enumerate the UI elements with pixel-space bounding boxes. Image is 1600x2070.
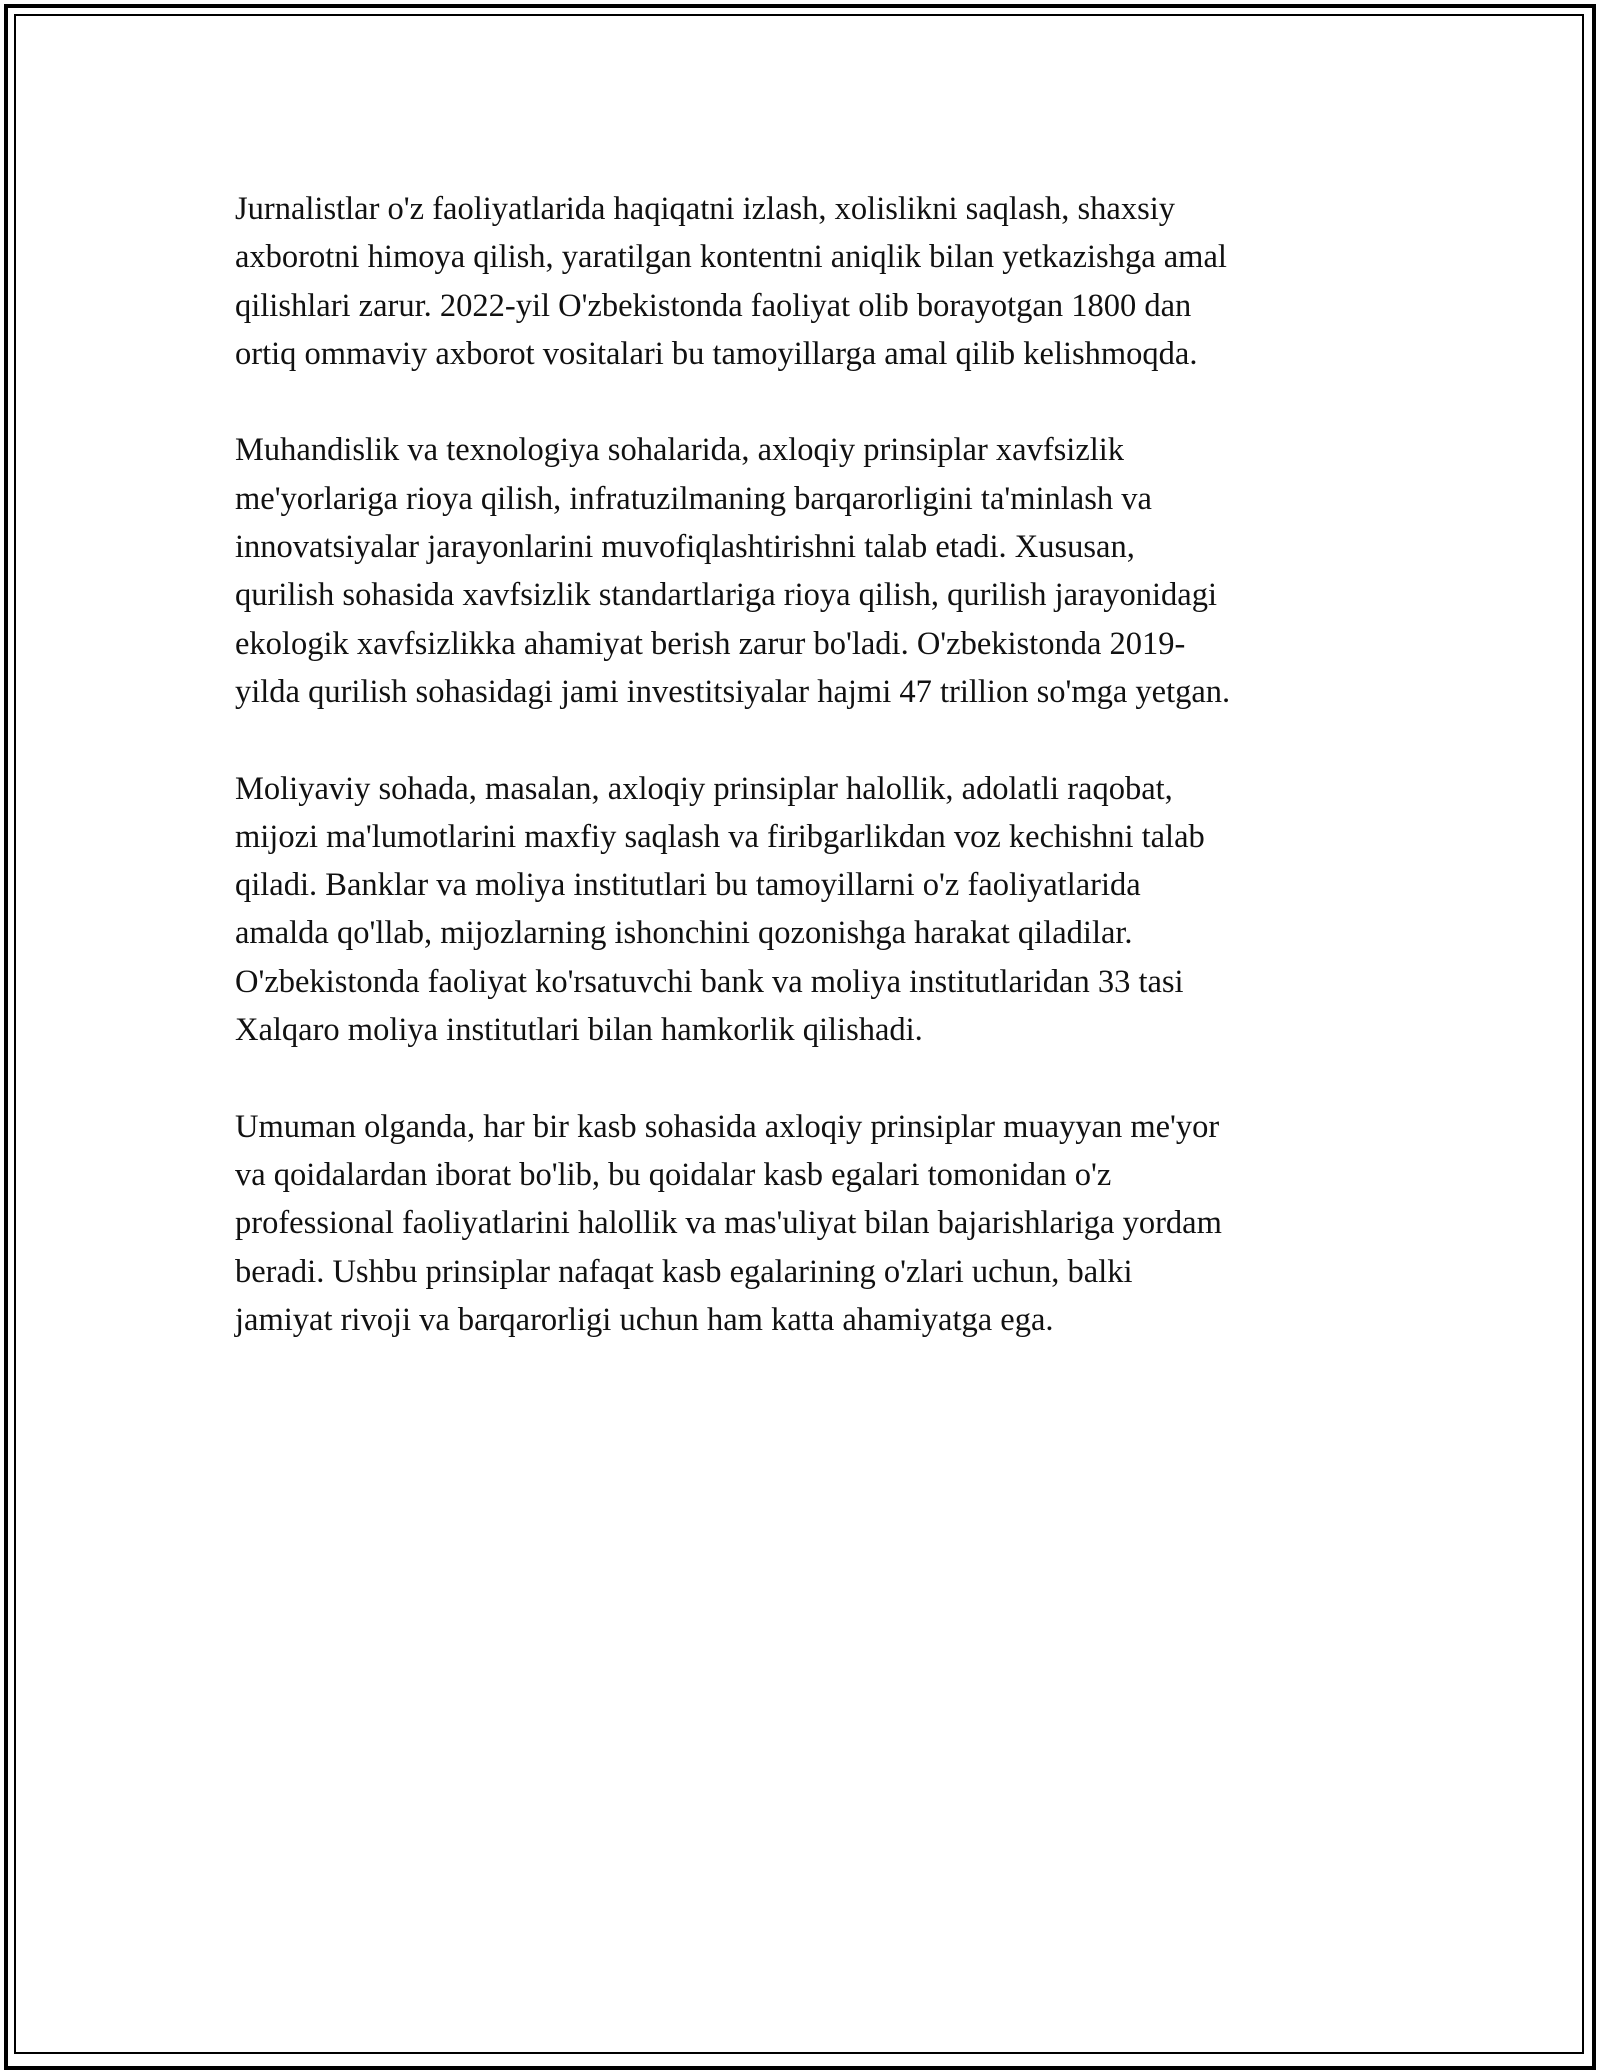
text-line: amalda qo'llab, mijozlarning ishonchini qozonishga harakat qiladilar.: [235, 915, 1133, 952]
text-line: qiladi. Banklar va moliya institutlari bu tamoyillarni o'z faoliyatlarida: [235, 867, 1141, 904]
text-line: beradi. Ushbu prinsiplar nafaqat kasb egalarining o'zlari uchun, balki: [235, 1253, 1133, 1290]
text-line: professional faoliyatlarini halollik va mas'uliyat bilan bajarishlariga yordam: [235, 1205, 1222, 1242]
text-line: mijozi ma'lumotlarini maxfiy saqlash va firibgarlikdan voz kechishni talab: [235, 818, 1205, 855]
text-line: qilishlari zarur. 2022-yil O'zbekistonda faoliyat olib borayotgan 1800 dan: [235, 287, 1192, 324]
text-line: yilda qurilish sohasidagi jami investitsiyalar hajmi 47 trillion so'mga yetgan.: [235, 673, 1231, 710]
text-line: ortiq ommaviy axborot vositalari bu tamoyillarga amal qilib kelishmoqda.: [235, 335, 1198, 372]
paragraph-engineering: [235, 426, 1375, 716]
text-line: qurilish sohasida xavfsizlik standartlariga rioya qilish, qurilish jarayonidagi: [235, 577, 1218, 614]
paragraph-journalism: [235, 185, 1375, 378]
text-line: Moliyaviy sohada, masalan, axloqiy prinsiplar halollik, adolatli raqobat,: [235, 770, 1173, 807]
document-body: [235, 185, 1375, 1392]
text-line: Muhandislik va texnologiya sohalarida, axloqiy prinsiplar xavfsizlik: [235, 432, 1125, 469]
text-line: axborotni himoya qilish, yaratilgan kontentni aniqlik bilan yetkazishga amal: [235, 239, 1227, 276]
text-line: Umuman olganda, har bir kasb sohasida axloqiy prinsiplar muayyan me'yor: [235, 1108, 1220, 1145]
text-line: Xalqaro moliya institutlari bilan hamkorlik qilishadi.: [235, 1012, 923, 1049]
paragraph-conclusion: [235, 1103, 1375, 1344]
text-line: ekologik xavfsizlikka ahamiyat berish zarur bo'ladi. O'zbekistonda 2019-: [235, 625, 1186, 662]
text-line: me'yorlariga rioya qilish, infratuzilmaning barqarorligini ta'minlash va: [235, 480, 1152, 517]
text-line: jamiyat rivoji va barqarorligi uchun ham katta ahamiyatga ega.: [235, 1301, 1054, 1338]
text-line: va qoidalardan iborat bo'lib, bu qoidalar kasb egalari tomonidan o'z: [235, 1156, 1112, 1193]
text-line: innovatsiyalar jarayonlarini muvofiqlashtirishni talab etadi. Xususan,: [235, 529, 1135, 566]
text-line: Jurnalistlar o'z faoliyatlarida haqiqatni izlash, xolislikni saqlash, shaxsiy: [235, 191, 1176, 227]
paragraph-finance: [235, 765, 1375, 1055]
text-line: O'zbekistonda faoliyat ko'rsatuvchi bank va moliya institutlaridan 33 tasi: [235, 963, 1184, 1000]
